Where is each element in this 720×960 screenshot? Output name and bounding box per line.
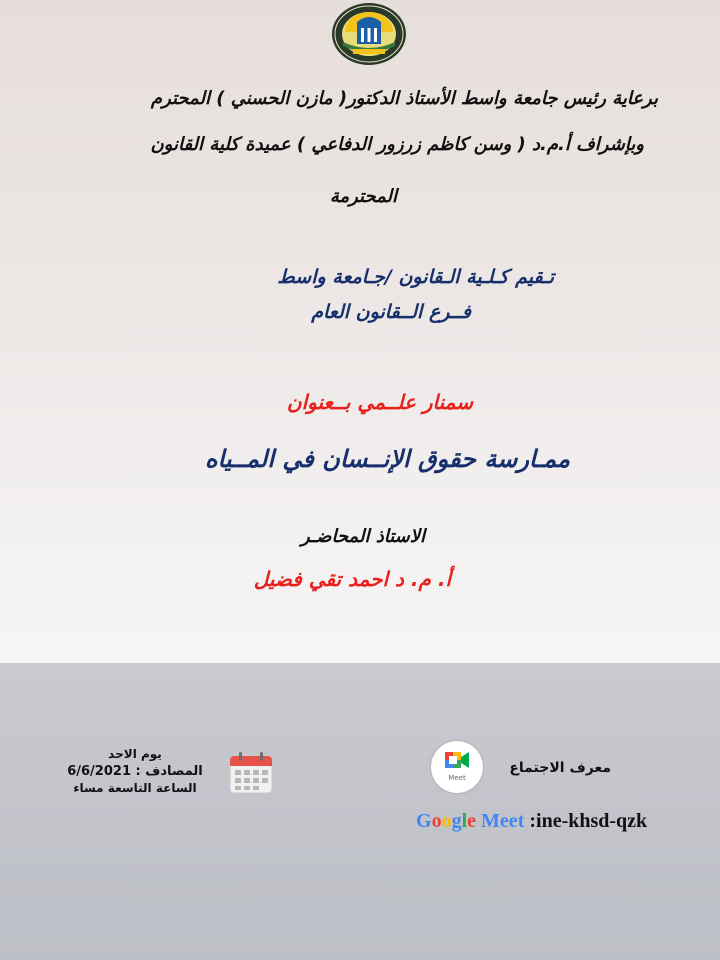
- wordmark-letter: e: [508, 810, 518, 832]
- patron-line-1: برعاية رئيس جامعة واسط الأستاذ الدكتور( مازن الحسني ) المحترم: [150, 88, 658, 109]
- wordmark-letter: G: [416, 810, 432, 832]
- organizer-line-1: تـقيم كـلـية الـقانون /جـامعة واسط: [277, 266, 554, 288]
- schedule-day: يوم الاحد: [108, 747, 162, 761]
- patron-line-3: المحترمة: [329, 186, 397, 207]
- seminar-label: سمنار علــمي بــعنوان: [286, 390, 473, 414]
- wordmark-letter: M: [481, 810, 500, 832]
- meet-icon-caption: Meet: [448, 774, 466, 782]
- schedule-time: الساعة التاسعة مساء: [73, 781, 197, 795]
- wordmark-letter: g: [451, 810, 462, 832]
- wordmark-letter: l: [461, 810, 468, 832]
- schedule-block: [60, 746, 210, 797]
- meeting-code[interactable]: :ine-khsd-qzk: [529, 810, 648, 832]
- google-wordmark: [416, 810, 476, 832]
- calendar-icon: [229, 752, 273, 794]
- university-logo: [331, 2, 407, 66]
- meet-wordmark: [481, 810, 524, 832]
- google-letters: [416, 810, 476, 832]
- wordmark-letter: o: [431, 810, 442, 832]
- wordmark-letter: o: [441, 810, 452, 832]
- wordmark-letter: e: [499, 810, 509, 832]
- wordmark-letter: e: [467, 810, 477, 832]
- wordmark-letter: t: [517, 810, 525, 832]
- seminar-title: ممـارسة حقوق الإنــسان في المــياه: [204, 445, 570, 473]
- lecturer-name: أ. م. د احمد تقي فضيل: [253, 567, 451, 591]
- meet-camera-icon: [445, 750, 469, 770]
- patron-line-2: وبإشراف أ.م.د ( وسن كاظم زرزور الدفاعي ) عميدة كلية القانون: [150, 134, 644, 155]
- meeting-code-line: [416, 810, 647, 833]
- google-meet-icon: [431, 741, 483, 793]
- schedule-date: المصادف : 6/6/2021: [67, 764, 203, 779]
- meeting-id-label: معرف الاجتماع: [509, 760, 611, 776]
- lecturer-label: الاستاذ المحاضـر: [300, 526, 425, 547]
- organizer-line-2: فــرع الــقانون العام: [311, 301, 471, 323]
